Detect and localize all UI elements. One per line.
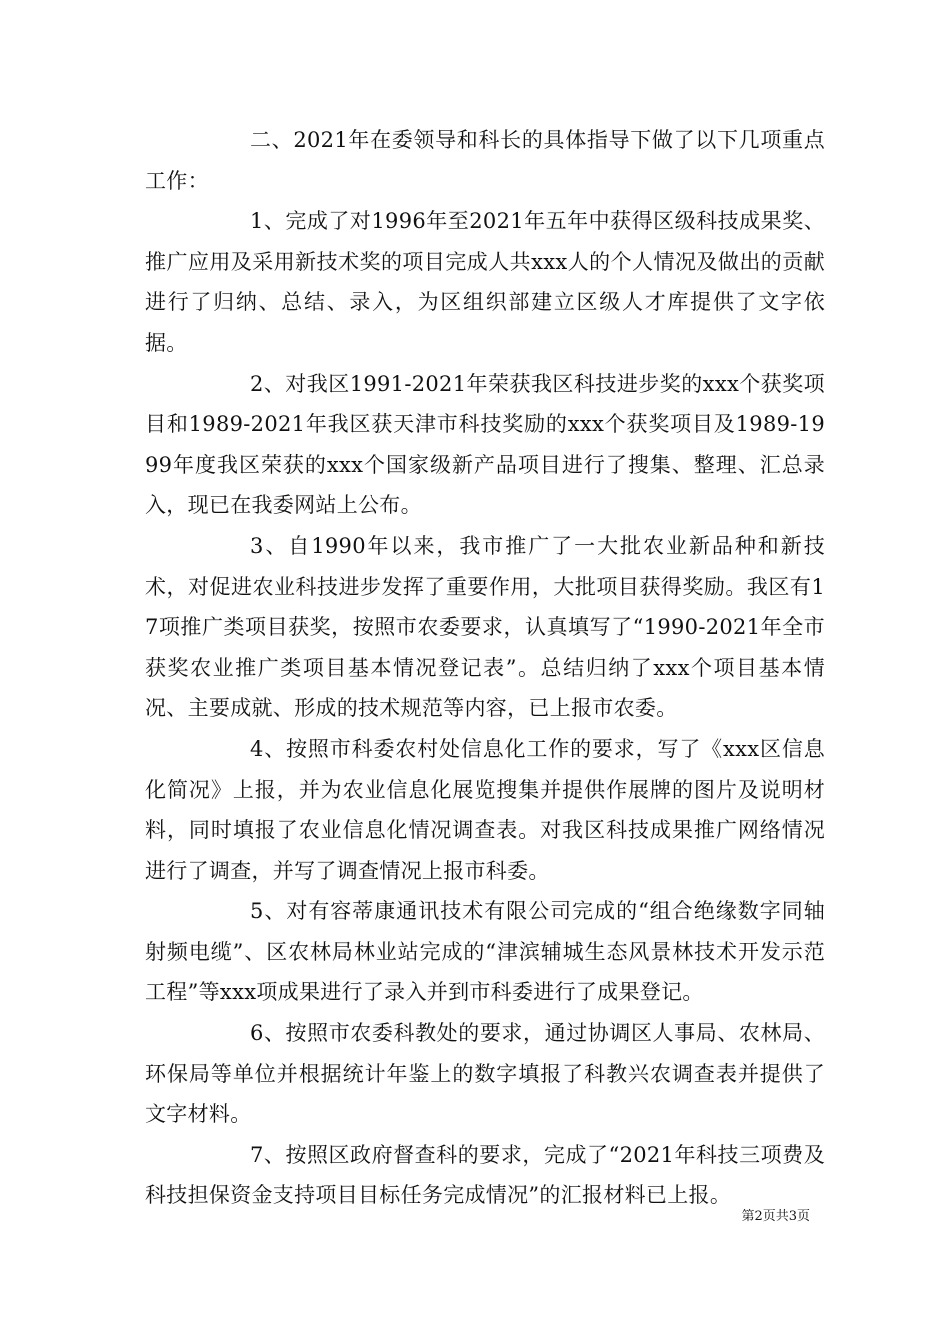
paragraph-item-4: 4、按照市科委农村处信息化工作的要求，写了《xxx区信息化简况》上报，并为农业信息化展览搜集并提供作展牌的图片及说明材料，同时填报了农业信息化情况调查表。对我区科技成果推广网络情况进行了调查，并写了调查情况上报市科委。 (145, 736, 825, 883)
paragraph-item-3: 3、自1990年以来，我市推广了一大批农业新品种和新技术，对促进农业科技进步发挥了重要作用，大批项目获得奖励。我区有17项推广类项目获奖，按照市农委要求，认真填写了“1990-2021年全市获奖农业推广类项目基本情况登记表”。总结归纳了xxx个项目基本情况、主要成就、形成的技术规范等内容，已上报市农委。 (145, 533, 825, 721)
page-number-footer: 第2页共3页 (741, 1209, 810, 1224)
section-heading: 二、2021年在委领导和科长的具体指导下做了以下几项重点工作： (145, 128, 825, 193)
paragraph-item-6: 6、按照市农委科教处的要求，通过协调区人事局、农林局、环保局等单位并根据统计年鉴上的数字填报了科教兴农调查表并提供了文字材料。 (145, 1021, 825, 1127)
paragraph-item-5: 5、对有容蒂康通讯技术有限公司完成的“组合绝缘数字同轴射频电缆”、区农林局林业站完成的“津滨辅城生态风景林技术开发示范工程”等xxx项成果进行了录入并到市科委进行了成果登记。 (145, 899, 825, 1005)
document-body (145, 120, 825, 1216)
paragraph-item-2: 2、对我区1991-2021年荣获我区科技进步奖的xxx个获奖项目和1989-2021年我区获天津市科技奖励的xxx个获奖项目及1989-1999年度我区荣获的xxx个国家级新产品项目进行了搜集、整理、汇总录入，现已在我委网站上公布。 (145, 371, 825, 518)
paragraph-item-7: 7、按照区政府督查科的要求，完成了“2021年科技三项费及科技担保资金支持项目目标任务完成情况”的汇报材料已上报。 (145, 1142, 825, 1208)
paragraph-item-1: 1、完成了对1996年至2021年五年中获得区级科技成果奖、推广应用及采用新技术奖的项目完成人共xxx人的个人情况及做出的贡献进行了归纳、总结、录入，为区组织部建立区级人才库提供了文字依据。 (145, 209, 825, 355)
